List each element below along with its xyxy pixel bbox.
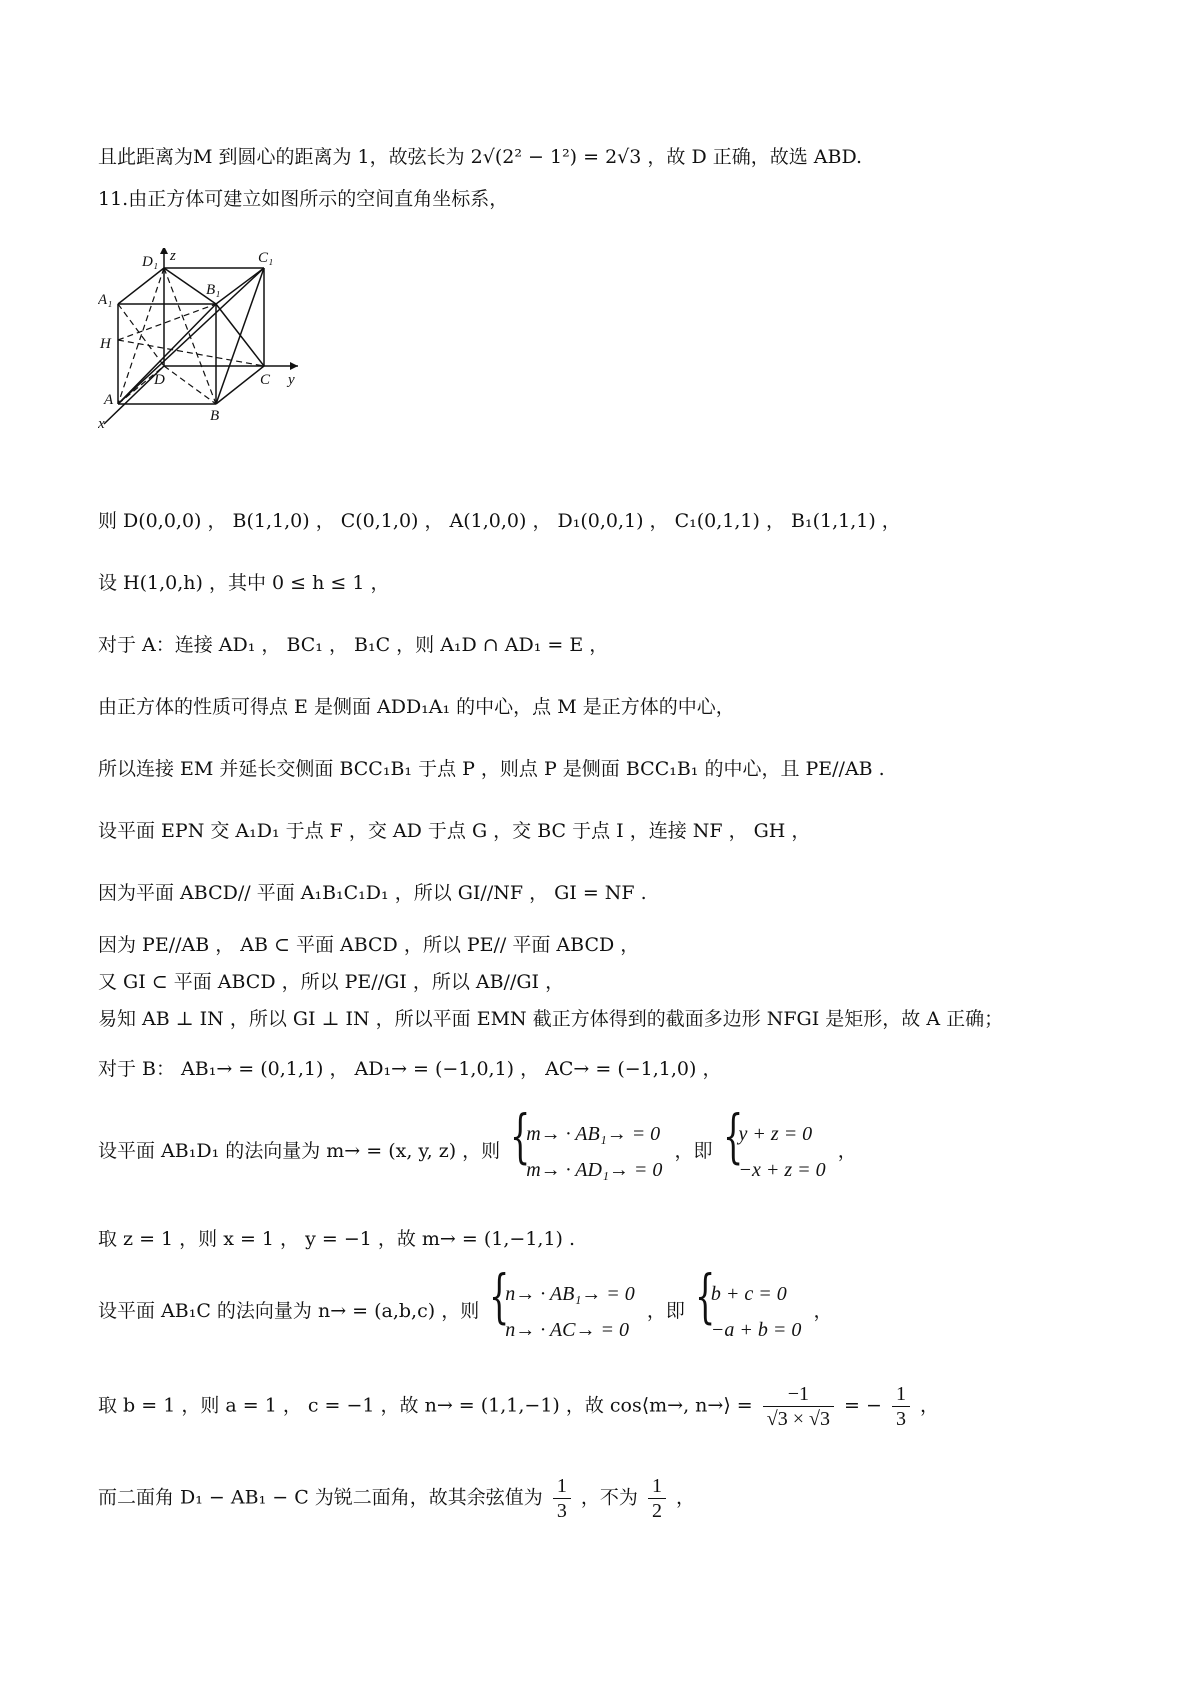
text-line: 对于 B： AB₁→ = (0,1,1) ， AD₁→ = (−1,0,1) ， AC→ = (−1,1,0) ， (98, 1058, 722, 1080)
text-line: 因为 PE//AB ， AB ⊂ 平面 ABCD ，所以 PE// 平面 ABCD ， (98, 934, 640, 956)
text-segment: ，即 (674, 1140, 713, 1162)
equation-line (98, 1382, 939, 1431)
vertex-label-D1: D₁ (142, 254, 159, 270)
fraction-numerator: 1 (648, 1474, 666, 1499)
text-line: 易知 AB ⊥ IN ，所以 GI ⊥ IN ，所以平面 EMN 截正方体得到的截面多边形 NFGI 是矩形，故 A 正确； (98, 1008, 1004, 1030)
equation-row: −x + z = 0 (738, 1159, 826, 1181)
fraction (648, 1474, 666, 1523)
text-line: 且此距离为M 到圆心的距离为 1，故弦长为 2√(2² − 1²) = 2√3 ，故 D 正确，故选 ABD. (98, 146, 863, 168)
text-line: 设 H(1,0,h) ，其中 0 ≤ h ≤ 1 ， (98, 572, 390, 594)
equation-row: −a + b = 0 (710, 1319, 802, 1341)
equation-row: { m→ · AB₁→ = 0 (526, 1123, 661, 1145)
equation-row: m→ · AD₁→ = 0 (526, 1159, 663, 1181)
text-segment: 设平面 AB₁C 的法向量为 n→ = (a,b,c) ，则 (98, 1300, 480, 1322)
text-line: 又 GI ⊂ 平面 ABCD ，所以 PE//GI ，所以 AB//GI ， (98, 971, 565, 993)
fraction (553, 1474, 571, 1523)
text-line: 取 z = 1 ，则 x = 1 ， y = −1 ，故 m→ = (1,−1,1) . (98, 1228, 576, 1250)
fraction-denominator: 3 (895, 1408, 906, 1430)
cube-coordinate-figure (98, 248, 338, 468)
vertex-label-D: D (154, 372, 165, 388)
text-segment: 而二面角 D₁ − AB₁ − C 为锐二面角，故其余弦值为 (98, 1486, 543, 1509)
equation-system (512, 1116, 662, 1188)
axis-label-x: x (98, 416, 105, 432)
fraction-numerator: 1 (892, 1382, 910, 1407)
vertex-label-B: B (210, 408, 220, 424)
axis-label-y: y (288, 372, 295, 388)
text-line: 由正方体的性质可得点 E 是侧面 ADD₁A₁ 的中心，点 M 是正方体的中心， (98, 696, 735, 718)
text-segment: 设平面 AB₁D₁ 的法向量为 m→ = (x, y, z) ，则 (98, 1140, 501, 1162)
equation-line (98, 1116, 857, 1188)
vertex-label-C: C (260, 372, 271, 388)
text-line: 所以连接 EM 并延长交侧面 BCC₁B₁ 于点 P ，则点 P 是侧面 BCC₁B₁ 的中心，且 PE//AB . (98, 758, 885, 780)
equation-row: n→ · AC→ = 0 (505, 1319, 629, 1341)
equation-row: { n→ · AB₁→ = 0 (505, 1283, 635, 1305)
fraction-denominator: 2 (651, 1500, 662, 1522)
fraction (763, 1382, 834, 1431)
equation-row: { y + z = 0 (738, 1123, 813, 1145)
vertex-label-H: H (100, 336, 111, 352)
text-line: 则 D(0,0,0) ， B(1,1,0) ， C(0,1,0) ， A(1,0,0) ， D₁(0,0,1) ， C₁(0,1,1) ， B₁(1,1,1) ， (98, 510, 901, 532)
text-line: 设平面 EPN 交 A₁D₁ 于点 F ，交 AD 于点 G ，交 BC 于点 I ，连接 NF ， GH ， (98, 820, 811, 842)
text-segment: ， (813, 1300, 833, 1322)
text-segment: ， (920, 1394, 940, 1417)
axis-label-z: z (170, 248, 176, 264)
fraction-denominator: 3 (556, 1500, 567, 1522)
text-segment: ，不为 (580, 1486, 638, 1509)
vertex-label-A: A (104, 392, 114, 408)
vertex-label-B1: B₁ (206, 282, 221, 298)
text-line: 对于 A：连接 AD₁ ， BC₁ ， B₁C ，则 A₁D ∩ AD₁ = E ， (98, 634, 609, 656)
equation-system (491, 1276, 635, 1348)
equation-system (725, 1116, 826, 1188)
vertex-label-A1: A₁ (98, 292, 113, 308)
fraction-numerator: −1 (763, 1382, 834, 1407)
vertex-label-C1: C₁ (258, 250, 274, 266)
text-line: 因为平面 ABCD// 平面 A₁B₁C₁D₁ ，所以 GI//NF ， GI = NF . (98, 882, 647, 904)
equation-row: { b + c = 0 (710, 1283, 787, 1305)
text-line: 11.由正方体可建立如图所示的空间直角坐标系， (98, 188, 509, 210)
equation-line (98, 1276, 832, 1348)
text-segment: 取 b = 1 ，则 a = 1 ， c = −1 ，故 n→ = (1,1,−1) ，故 cos⟨m→, n→⟩ = (98, 1394, 753, 1417)
text-segment: = − (844, 1394, 882, 1417)
fraction-denominator: √3 × √3 (766, 1408, 830, 1430)
text-segment: ， (675, 1486, 695, 1509)
equation-line (98, 1474, 695, 1523)
text-segment: ， (837, 1140, 857, 1162)
fraction (892, 1382, 910, 1431)
fraction-numerator: 1 (553, 1474, 571, 1499)
text-segment: ，即 (646, 1300, 685, 1322)
equation-system (697, 1276, 802, 1348)
